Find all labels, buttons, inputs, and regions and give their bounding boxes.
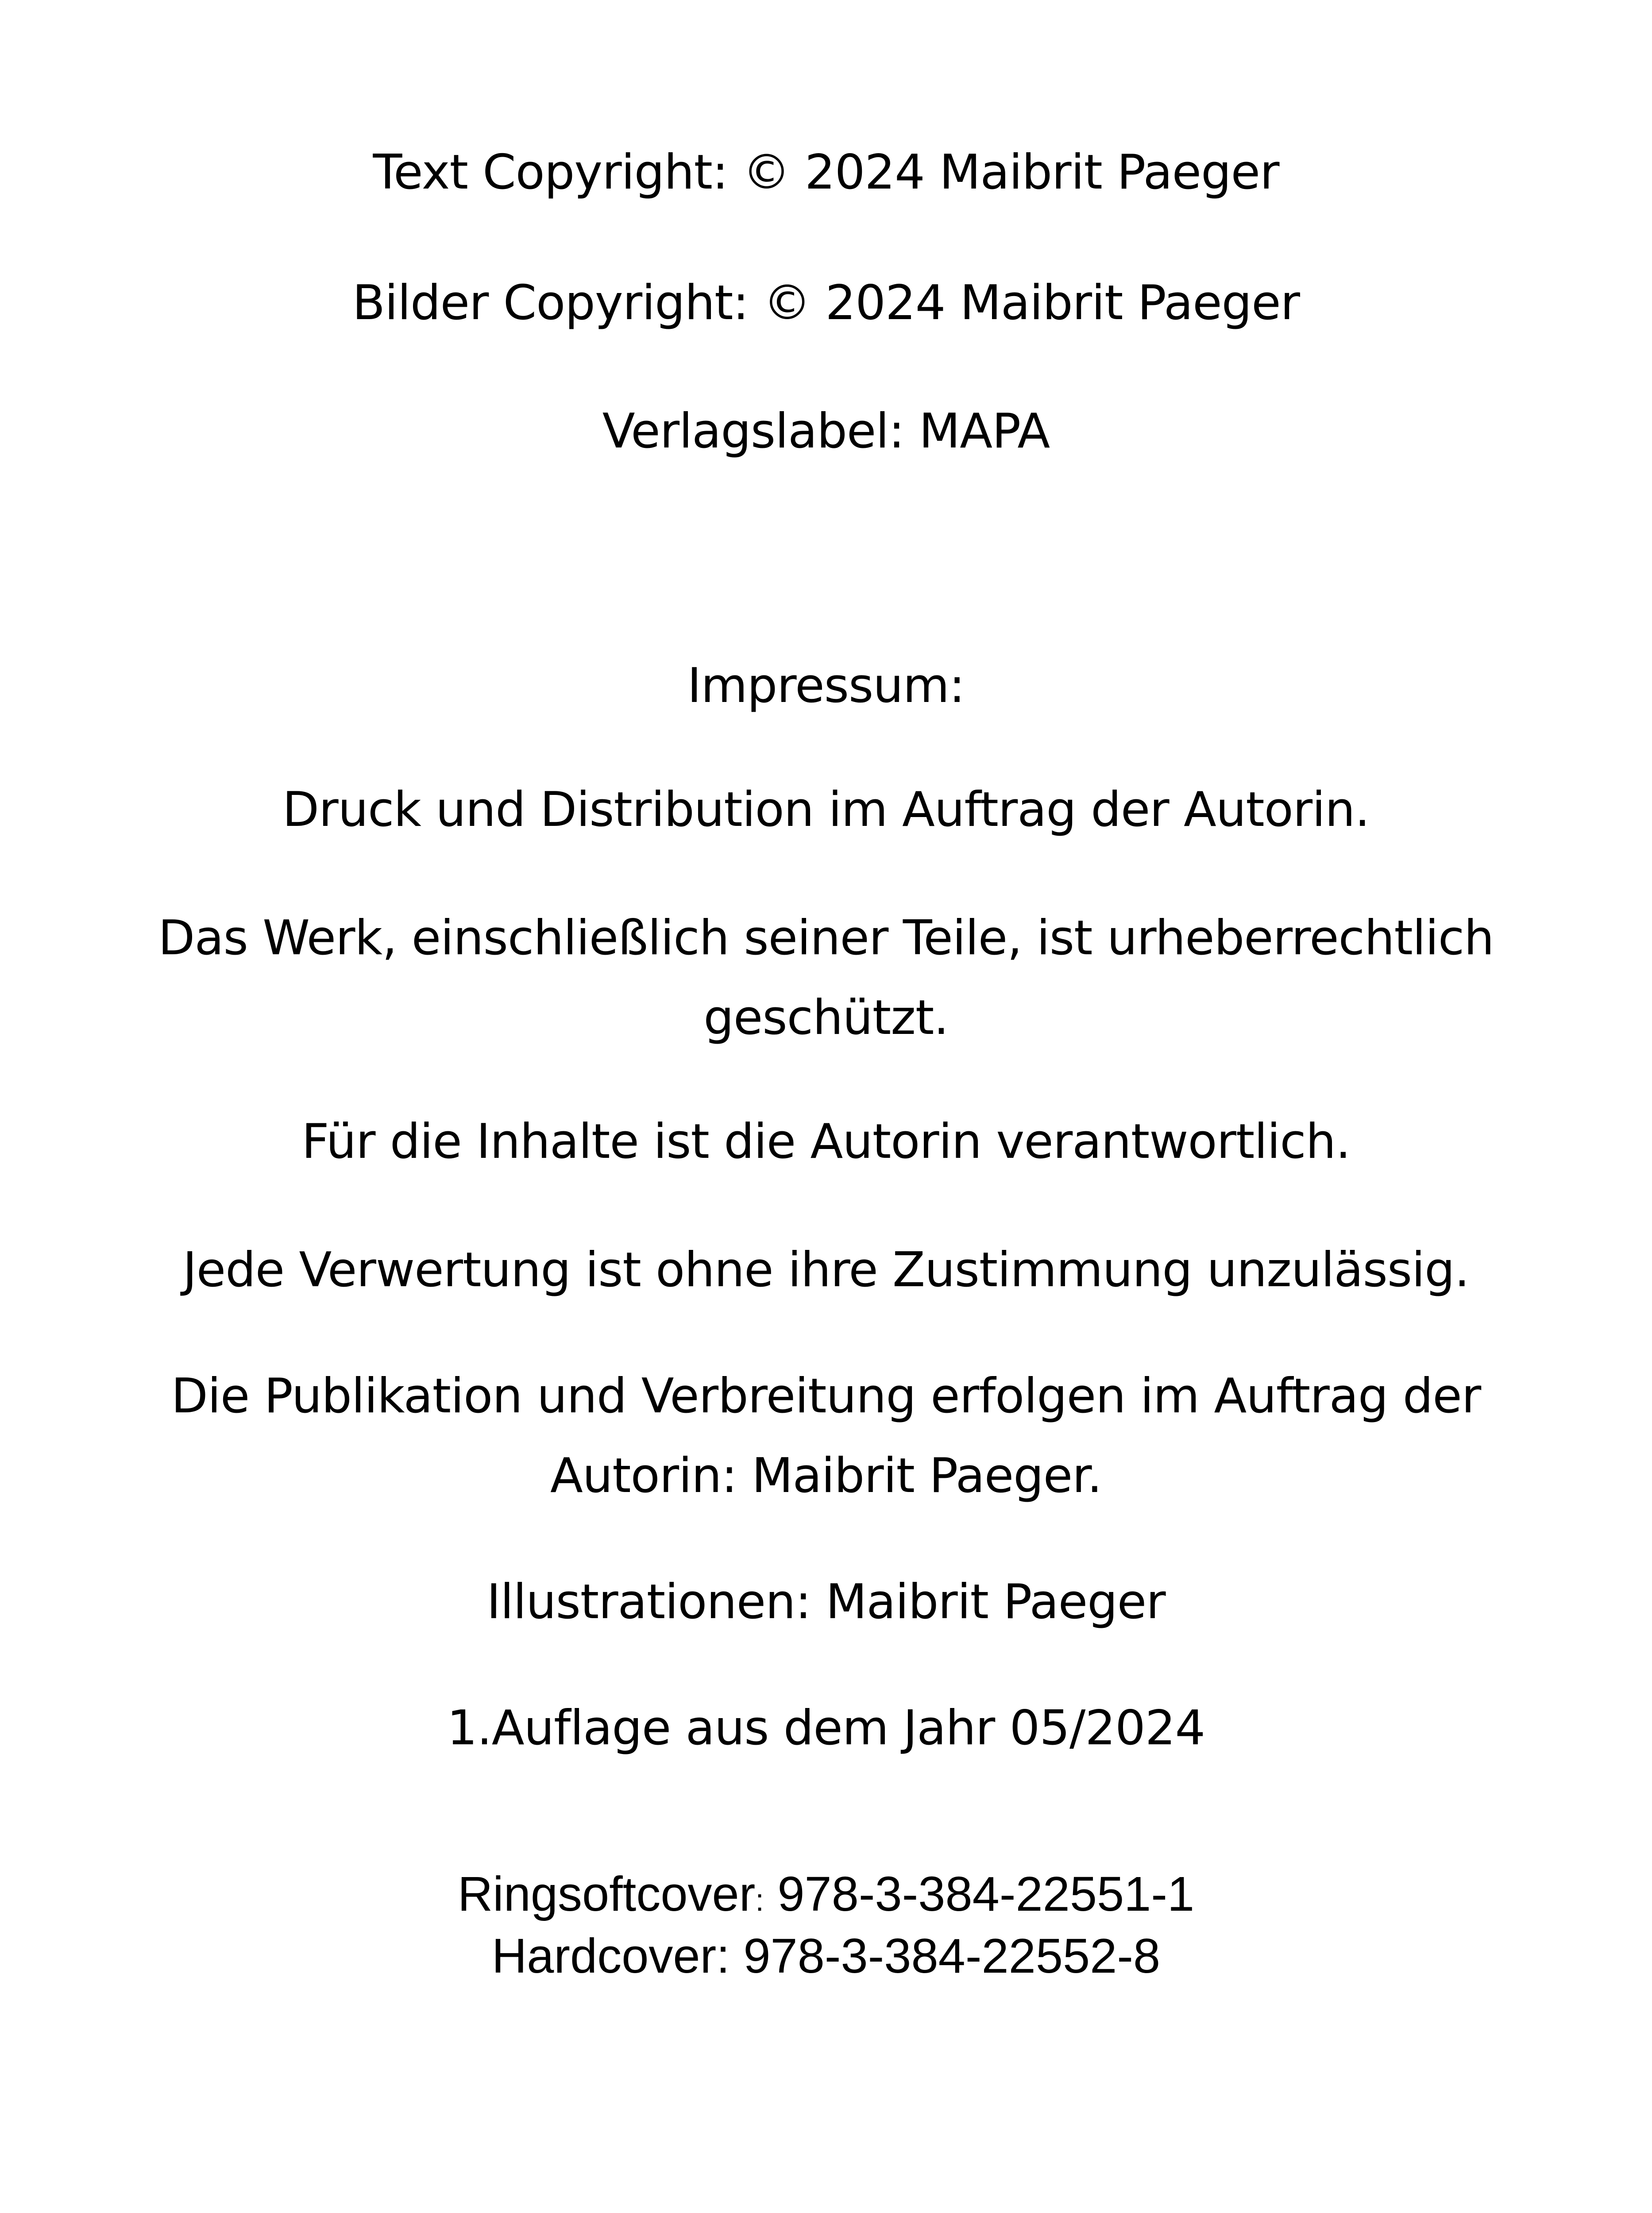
publisher-label: Verlagslabel: MAPA (602, 404, 1050, 459)
text-copyright: Text Copyright: © 2024 Maibrit Paeger (373, 145, 1279, 200)
illustrations-line: Illustrationen: Maibrit Paeger (486, 1574, 1166, 1630)
publication-line-1: Die Publikation und Verbreitung erfolgen im Auftrag der (171, 1369, 1481, 1424)
copyright-protected-line-1: Das Werk, einschließlich seiner Teile, ist urheberrechtlich (158, 910, 1494, 966)
consent-line: Jede Verwertung ist ohne ihre Zustimmung unzulässig. (182, 1242, 1470, 1298)
isbn-ringsoftcover-number: 978-3-384-22551-1 (764, 1867, 1195, 1921)
print-distribution-line: Druck und Distribution im Auftrag der Autorin. (282, 782, 1370, 837)
isbn-hardcover: Hardcover: 978-3-384-22552-8 (491, 1929, 1161, 1983)
impressum-heading: Impressum: (687, 658, 965, 713)
isbn-ringsoftcover-separator: : (755, 1883, 764, 1917)
isbn-ringsoftcover-label: Ringsoftcover (457, 1867, 756, 1921)
isbn-ringsoftcover (0, 1863, 1652, 1931)
copyright-protected-line-2: geschützt. (703, 990, 949, 1045)
content-responsibility-line: Für die Inhalte ist die Autorin verantwortlich. (301, 1114, 1351, 1169)
publication-line-2: Autorin: Maibrit Paeger. (550, 1448, 1102, 1504)
edition-line: 1.Auflage aus dem Jahr 05/2024 (447, 1700, 1205, 1756)
images-copyright: Bilder Copyright: © 2024 Maibrit Paeger (352, 275, 1300, 331)
